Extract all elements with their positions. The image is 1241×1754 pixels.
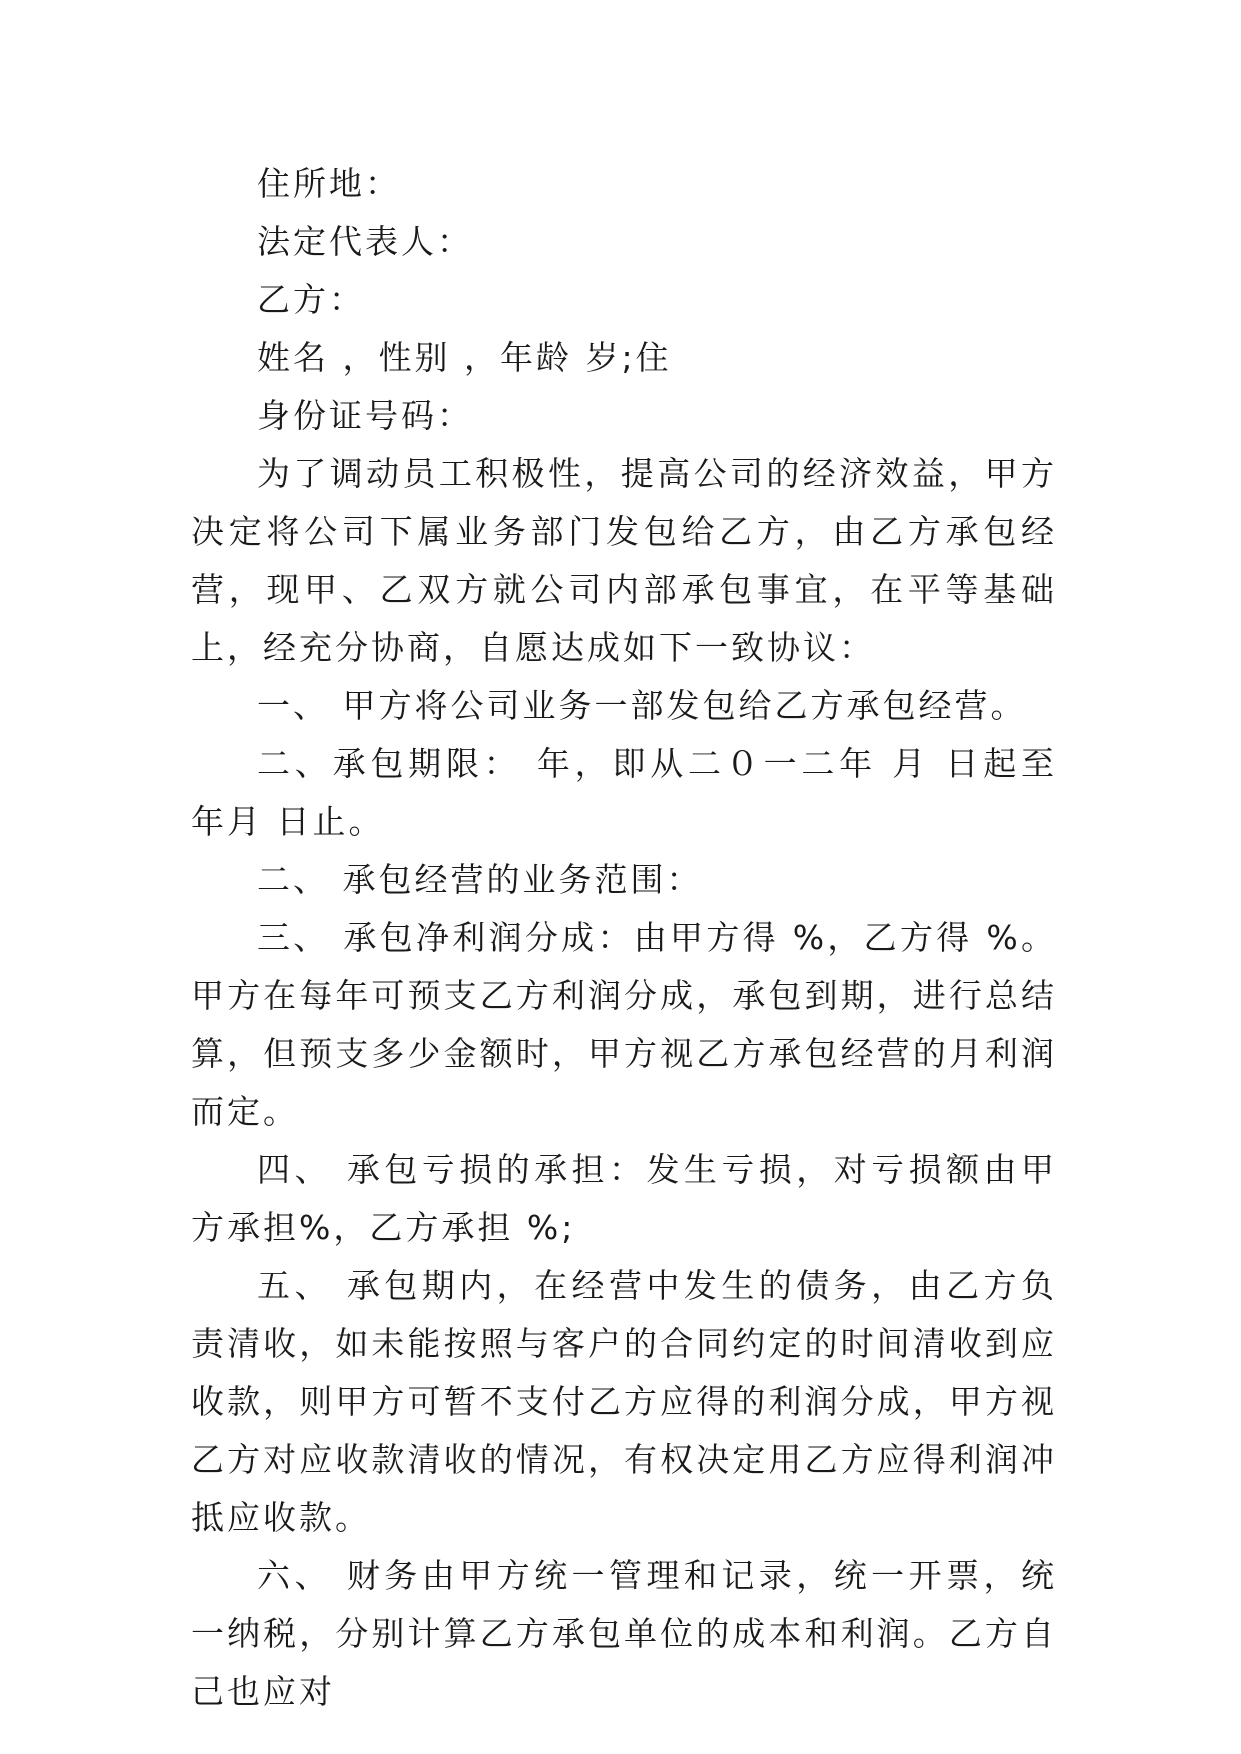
paragraph-clause-6: 六、 财务由甲方统一管理和记录，统一开票，统一纳税，分别计算乙方承包单位的成本和利润。乙方自己也应对 — [191, 1556, 1057, 1711]
paragraph-clause-3: 三、 承包净利润分成：由甲方得 %，乙方得 %。甲方在每年可预支乙方利润分成，承包到期，进行总结算，但预支多少金额时，甲方视乙方承包经营的月利润而定。 — [191, 918, 1057, 1131]
document-body — [191, 155, 1057, 1721]
paragraph-legal-representative: 法定代表人： — [257, 222, 473, 261]
paragraph-personal-info: 姓名 ，性别 ，年龄 岁;住 — [257, 338, 672, 377]
paragraph-clause-5: 五、 承包期内，在经营中发生的债务，由乙方负责清收，如未能按照与客户的合同约定的时间清收到应收款，则甲方可暂不支付乙方应得的利润分成，甲方视乙方对应收款清收的情况，有权决定用乙方应得利润冲抵应收款。 — [191, 1266, 1057, 1537]
paragraph-preamble: 为了调动员工积极性，提高公司的经济效益，甲方决定将公司下属业务部门发包给乙方，由乙方承包经营，现甲、乙双方就公司内部承包事宜，在平等基础上，经充分协商，自愿达成如下一致协议： — [191, 454, 1057, 667]
paragraph-id-number: 身份证号码： — [257, 396, 473, 435]
paragraph-clause-term: 二、承包期限： 年，即从二０一二年 月 日起至 年月 日止。 — [191, 744, 1057, 841]
paragraph-clause-2: 二、 承包经营的业务范围： — [257, 860, 703, 899]
paragraph-clause-4: 四、 承包亏损的承担：发生亏损，对亏损额由甲方承担%，乙方承担 %; — [191, 1150, 1057, 1247]
paragraph-clause-1: 一、 甲方将公司业务一部发包给乙方承包经营。 — [257, 686, 1027, 725]
paragraph-party-b: 乙方： — [257, 280, 365, 319]
paragraph-address: 住所地： — [257, 164, 401, 203]
